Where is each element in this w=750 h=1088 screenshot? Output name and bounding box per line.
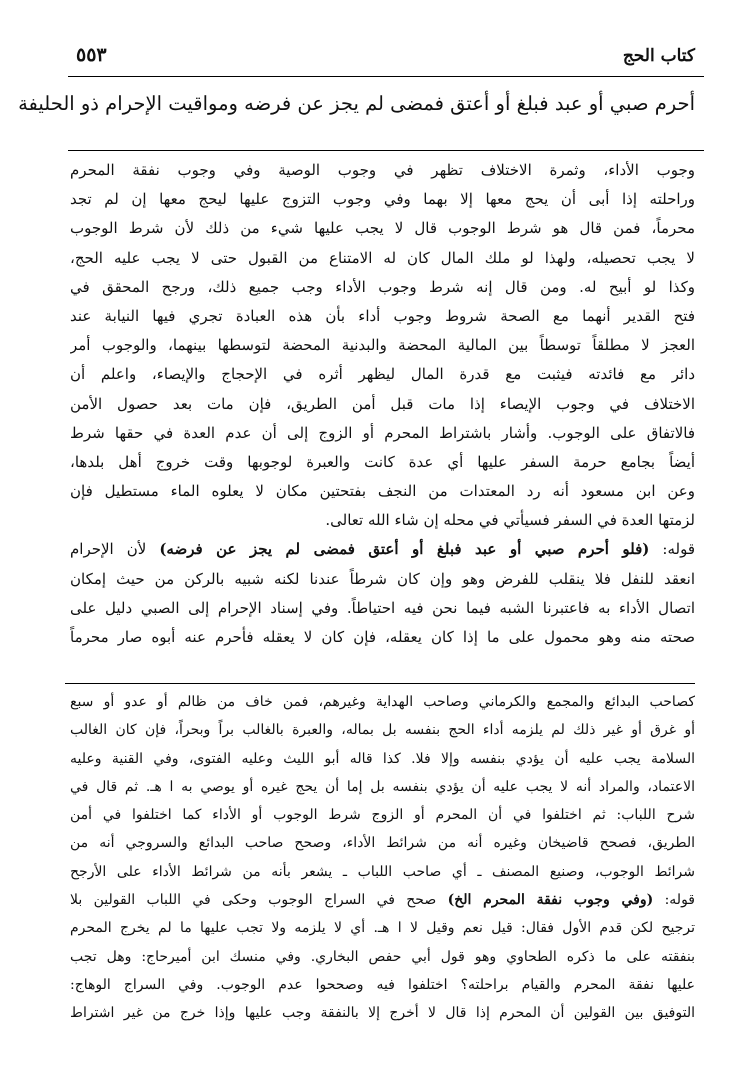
footnote-line: الاعتماد، والمراد أنه لا يجب عليه أن يؤدي بنفسه بل إما أن يحج غيره أو يوصي به ا هـ. ثم قال في — [70, 778, 695, 795]
page-number: ٥٥٣ — [76, 44, 107, 66]
text-line: العجز لا مطلقاً توسطاً بين المالية المحضة والبدنية المحضة لتوسطها بينهما، والوجوب أمر — [70, 336, 695, 355]
footnote-line: بنفقته على ما ذكره الطحاوي وهو قول أبي حفص البخاري. وفي منسك ابن أميرحاج: وهل تجب — [70, 948, 695, 965]
text-line: الاختلاف في وجوب الإيصاء إذا مات قبل أمن الطريق، فإن مات بعد حصول الأمن — [70, 394, 695, 413]
footnote-line: أو غرق أو غير ذلك لم يلزمه أداء الحج بنفسه بل بماله، والعبرة بالغالب براً وبحراً، فإن كان الغالب — [70, 722, 695, 739]
text-line: وعن ابن مسعود أنه رد المعتدات من النجف بفتحتين مكان لا يعلوه الماء مستطيل فإن — [70, 482, 695, 501]
footnote-line: التوفيق بين القولين أن المحرم إذا قال لا أخرج إلا بالنفقة وجب عليها وإذا خرج من غير اشتراط — [70, 1005, 695, 1022]
heading-rule — [68, 150, 704, 151]
qawluhu-rest: صحح في السراج الوجوب وحكى في اللباب القولين بلا — [70, 892, 448, 909]
text-line: وجوب الأداء، وثمرة الاختلاف تظهر في وجوب الوصية وفي وجوب نفقة المحرم — [70, 161, 695, 179]
text-line: اتصال الأداء به فاعتبرنا الشبه فيما نحن فيه احتياطاً. وفي إسناد الإحرام إلى الصبي دليل على — [70, 598, 695, 617]
footnote-line: السلامة يجب عليه أن يؤدي بنفسه وإلا فلا. كذا قاله أبو الليث وعليه الفتوى، وفي القنية وعليه — [70, 750, 695, 767]
running-header — [76, 44, 695, 74]
text-line: أيضاً بجامع حرمة السفر عليها أي عدة كانت والعبرة لوجوبها وقت خروج أهل بلدها، — [70, 452, 695, 471]
text-line: لزمتها العدة في السفر فسيأتي في محله إن شاء الله تعالى. — [325, 511, 695, 530]
quoted-matn: (فلو أحرم صبي أو عبد فبلغ أو أعتق فمضى لم يجز عن فرضه) — [159, 540, 650, 559]
text-line: وكذا لو أبيح له. ومن قال إنه شرط وجوب الأداء وجب جميع ذلك، ورجح المحقق في — [70, 277, 695, 296]
footnote-line: عليها نفقة المحرم والقيام براحلته؟ اختلفوا فيه وصححوا عدم الوجوب. وفي السراج الوهاج: — [70, 976, 695, 993]
footnote-line: شرائط الوجوب، وصنيع المصنف ـ أي صاحب اللباب ـ يشعر بأنه من شرائط الأداء على الأرجح — [70, 863, 695, 880]
text-line: فالاتفاق على الوجوب. وأشار باشتراط المحرم أو الزوج إلى أن عدم العدة في حقها شرط — [70, 423, 695, 442]
text-line: فتح القدير أنهما مع الصحة شروط وجوب أداء بأن هذه العبادة تجري فيها النيابة عند — [70, 306, 695, 325]
footnote-line: كصاحب البدائع والمجمع والكرماني وصاحب الهداية وغيرهم، فمن خاف من ظالم أو عدو أو سبع — [70, 694, 695, 710]
footnote-line: الطريق، فصحح قاضيخان وغيره أنه من شرائط الأداء، وصحح صاحب البدائع والسروجي أنه من — [70, 835, 695, 852]
commentary-text — [70, 156, 695, 652]
matn-heading: أحرم صبي أو عبد فبلغ أو أعتق فمضى لم يجز عن فرضه ومواقيت الإحرام ذو الحليفة — [18, 92, 695, 115]
qawluhu-line — [70, 535, 695, 564]
footnote-line: شرح اللباب: ثم اختلفوا في أن المحرم أو الزوج شرط الوجوب أو الأداء كما اختلفوا في أمن — [70, 807, 695, 824]
qawluhu-rest: لأن الإحرام — [70, 540, 160, 559]
book-title: كتاب الحج — [622, 46, 695, 66]
footnote-text — [70, 688, 695, 1028]
footnote-line: ترجيح لكن قدم الأول فقال: قيل نعم وقيل لا ا هـ. أي لا يلزمه ولا تجب عليها ما لم يخرج المحرم — [70, 920, 695, 937]
text-line: صحته منه وهو محمول على ما إذا كان يعقله، فإن كان لا يعقله فأحرم عنه أبوه صار محرماً — [70, 628, 695, 646]
text-line: وراحلته إذا أبى أن يحج معها إلا بهما وفي وجوب التزوج عليها ليحج معها إن لم تجد — [70, 190, 695, 209]
qawluhu-prefix: قوله: — [649, 540, 695, 559]
quoted-matn: (وفي وجوب نفقة المحرم الخ) — [447, 892, 654, 909]
footnote-rule — [65, 683, 695, 684]
qawluhu-footnote-line — [70, 886, 695, 914]
text-line: انعقد للنفل فلا ينقلب للفرض وهو وإن كان شرطاً عندنا لكنه شبيه بالركن من حيث إمكان — [70, 569, 695, 588]
text-line: لا يجب تحصيله، ولهذا لو ملك المال كان له الامتناع من القبول حتى لا يجب عليه الحج، — [70, 248, 695, 267]
text-line: دائر مع فائدته فيثبت مع قدرة المال ليظهر أثره في الإحجاج والإيصاء، واعلم أن — [70, 365, 695, 384]
text-line: محرماً، فمن قال هو شرط الوجوب قال لا يجب عليها شيء من ذلك لأن شرط الوجوب — [70, 219, 695, 238]
header-rule — [68, 76, 704, 77]
qawluhu-prefix: قوله: — [653, 892, 695, 909]
